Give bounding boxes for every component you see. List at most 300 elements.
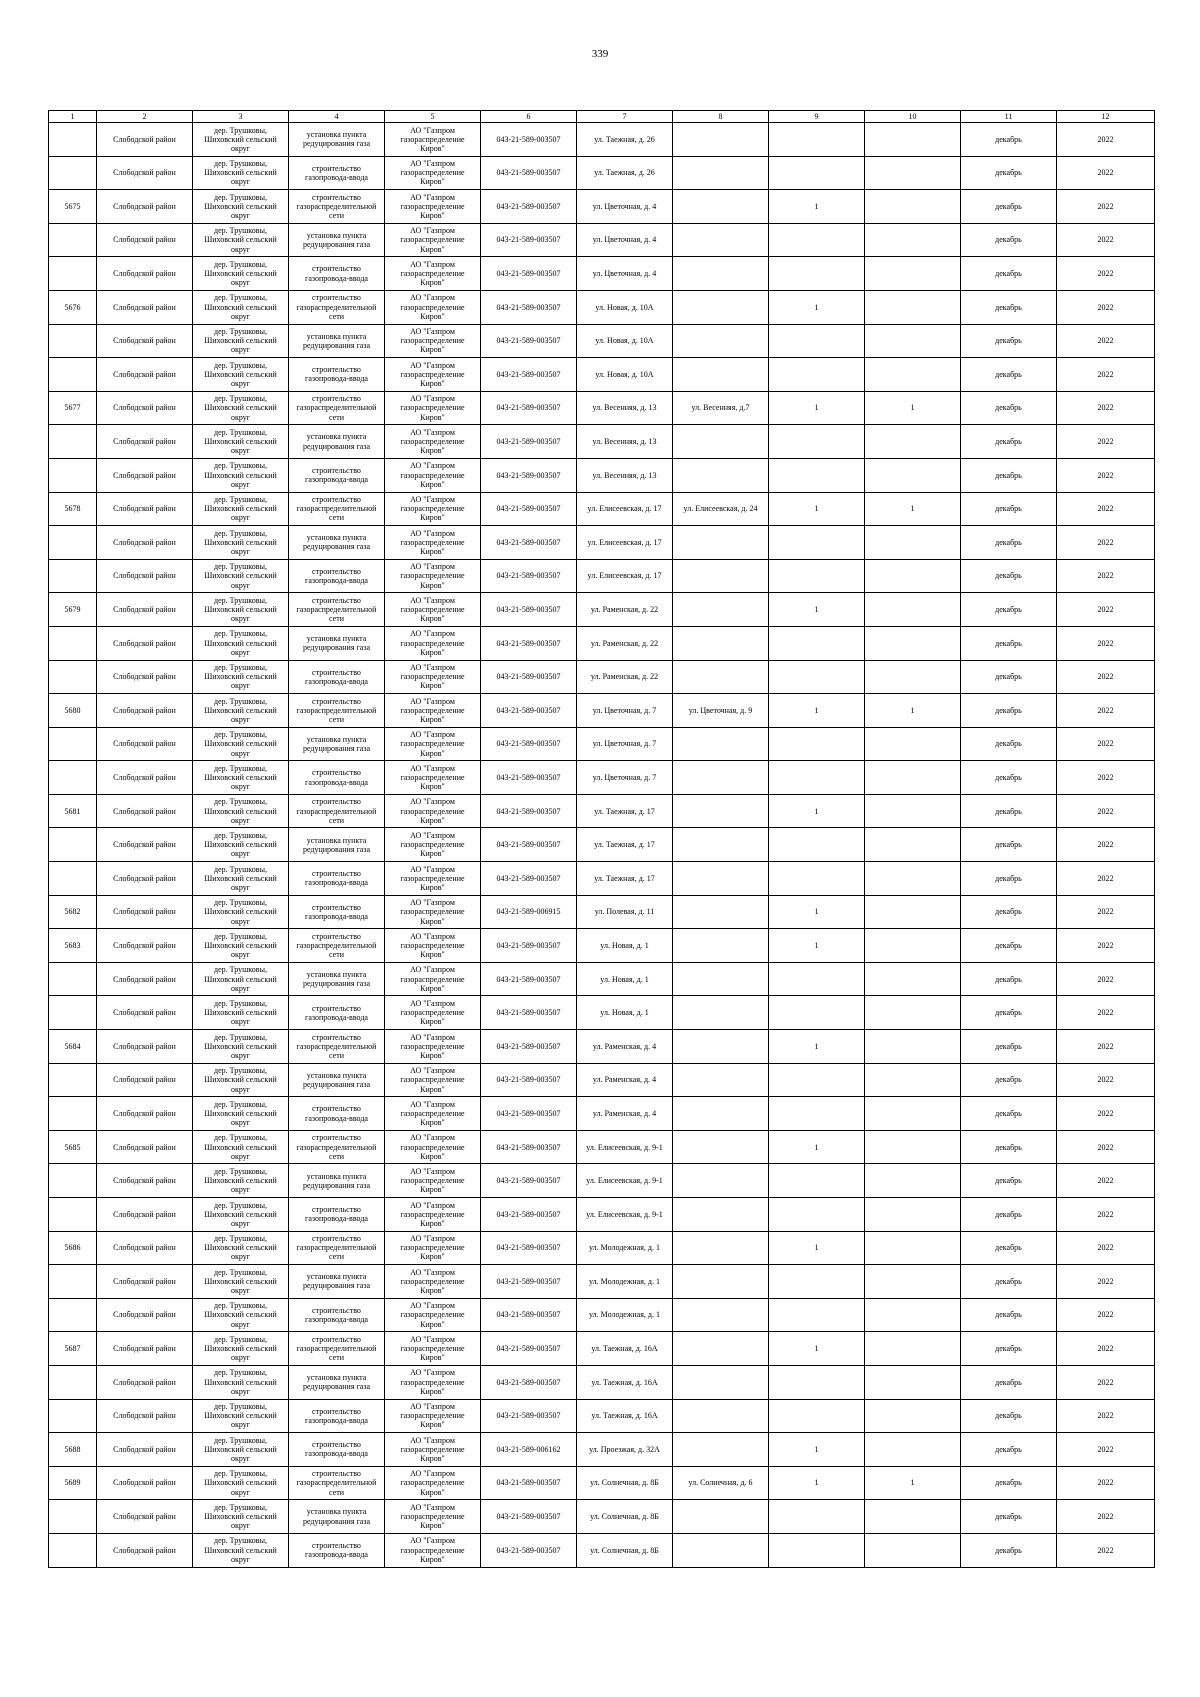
address-cell: ул. Новая, д. 10А	[577, 358, 673, 392]
month-cell: декабрь	[961, 727, 1057, 761]
column-9-cell	[769, 1500, 865, 1534]
column-10-cell	[865, 593, 961, 627]
address-cell: ул. Таежная, д. 17	[577, 862, 673, 896]
address-cell: ул. Раменская, д. 22	[577, 593, 673, 627]
organization-cell: АО "Газпром газораспределение Киров"	[385, 1433, 481, 1467]
address-cell: ул. Цветочная, д. 7	[577, 727, 673, 761]
registry-code-cell: 043-21-589-003507	[481, 1030, 577, 1064]
address-cell: ул. Цветочная, д. 7	[577, 761, 673, 795]
column-10-cell: 1	[865, 1466, 961, 1500]
organization-cell: АО "Газпром газораспределение Киров"	[385, 660, 481, 694]
address-cell: ул. Проезжая, д. 32А	[577, 1433, 673, 1467]
month-cell: декабрь	[961, 1030, 1057, 1064]
work-type-cell: строительство газопровода-ввода	[289, 156, 385, 190]
table-row	[49, 1130, 1155, 1164]
row-number-cell	[49, 123, 97, 157]
year-cell: 2022	[1057, 1097, 1155, 1131]
settlement-cell: дер. Трушковы, Шиховский сельский округ	[193, 1298, 289, 1332]
month-cell: декабрь	[961, 862, 1057, 896]
settlement-cell: дер. Трушковы, Шиховский сельский округ	[193, 660, 289, 694]
table-row	[49, 862, 1155, 896]
row-number-cell	[49, 425, 97, 459]
month-cell: декабрь	[961, 156, 1057, 190]
additional-address-cell	[673, 1265, 769, 1299]
address-cell: ул. Цветочная, д. 4	[577, 190, 673, 224]
organization-cell: АО "Газпром газораспределение Киров"	[385, 694, 481, 728]
settlement-cell: дер. Трушковы, Шиховский сельский округ	[193, 458, 289, 492]
registry-code-cell: 043-21-589-006915	[481, 895, 577, 929]
column-10-cell	[865, 1399, 961, 1433]
year-cell: 2022	[1057, 156, 1155, 190]
organization-cell: АО "Газпром газораспределение Киров"	[385, 1399, 481, 1433]
settlement-cell: дер. Трушковы, Шиховский сельский округ	[193, 190, 289, 224]
column-10-cell	[865, 1533, 961, 1567]
organization-cell: АО "Газпром газораспределение Киров"	[385, 559, 481, 593]
column-10-cell	[865, 660, 961, 694]
table-row	[49, 1063, 1155, 1097]
organization-cell: АО "Газпром газораспределение Киров"	[385, 862, 481, 896]
row-number-cell: 5677	[49, 391, 97, 425]
organization-cell: АО "Газпром газораспределение Киров"	[385, 1231, 481, 1265]
organization-cell: АО "Газпром газораспределение Киров"	[385, 1097, 481, 1131]
column-10-cell	[865, 1500, 961, 1534]
work-type-cell: строительство газораспределительной сети	[289, 1332, 385, 1366]
registry-code-cell: 043-21-589-003507	[481, 626, 577, 660]
row-number-cell	[49, 458, 97, 492]
column-10-cell	[865, 727, 961, 761]
column-9-cell: 1	[769, 1030, 865, 1064]
settlement-cell: дер. Трушковы, Шиховский сельский округ	[193, 895, 289, 929]
column-9-cell: 1	[769, 694, 865, 728]
year-cell: 2022	[1057, 257, 1155, 291]
settlement-cell: дер. Трушковы, Шиховский сельский округ	[193, 1231, 289, 1265]
table-row	[49, 1265, 1155, 1299]
organization-cell: АО "Газпром газораспределение Киров"	[385, 794, 481, 828]
settlement-cell: дер. Трушковы, Шиховский сельский округ	[193, 391, 289, 425]
row-number-cell: 5689	[49, 1466, 97, 1500]
column-9-cell: 1	[769, 1433, 865, 1467]
work-type-cell: установка пункта редуцирования газа	[289, 962, 385, 996]
table-row	[49, 1198, 1155, 1232]
table-row	[49, 1433, 1155, 1467]
district-cell: Слободской район	[97, 290, 193, 324]
column-9-cell	[769, 559, 865, 593]
work-type-cell: установка пункта редуцирования газа	[289, 123, 385, 157]
district-cell: Слободской район	[97, 929, 193, 963]
column-10-cell	[865, 794, 961, 828]
registry-code-cell: 043-21-589-003507	[481, 290, 577, 324]
row-number-cell: 5685	[49, 1130, 97, 1164]
address-cell: ул. Раменская, д. 22	[577, 660, 673, 694]
column-header: 2	[97, 111, 193, 123]
additional-address-cell	[673, 727, 769, 761]
year-cell: 2022	[1057, 324, 1155, 358]
organization-cell: АО "Газпром газораспределение Киров"	[385, 895, 481, 929]
column-10-cell	[865, 526, 961, 560]
month-cell: декабрь	[961, 559, 1057, 593]
year-cell: 2022	[1057, 1130, 1155, 1164]
address-cell: ул. Весенняя, д. 13	[577, 458, 673, 492]
work-type-cell: строительство газопровода-ввода	[289, 458, 385, 492]
district-cell: Слободской район	[97, 895, 193, 929]
column-9-cell: 1	[769, 1231, 865, 1265]
additional-address-cell	[673, 929, 769, 963]
address-cell: ул. Таежная, д. 16А	[577, 1365, 673, 1399]
address-cell: ул. Солнечная, д. 8Б	[577, 1533, 673, 1567]
work-type-cell: установка пункта редуцирования газа	[289, 727, 385, 761]
district-cell: Слободской район	[97, 526, 193, 560]
year-cell: 2022	[1057, 727, 1155, 761]
settlement-cell: дер. Трушковы, Шиховский сельский округ	[193, 1063, 289, 1097]
column-10-cell	[865, 290, 961, 324]
additional-address-cell	[673, 257, 769, 291]
registry-code-cell: 043-21-589-003507	[481, 190, 577, 224]
work-type-cell: установка пункта редуцирования газа	[289, 828, 385, 862]
settlement-cell: дер. Трушковы, Шиховский сельский округ	[193, 223, 289, 257]
settlement-cell: дер. Трушковы, Шиховский сельский округ	[193, 996, 289, 1030]
month-cell: декабрь	[961, 526, 1057, 560]
settlement-cell: дер. Трушковы, Шиховский сельский округ	[193, 1198, 289, 1232]
registry-code-cell: 043-21-589-003507	[481, 1231, 577, 1265]
work-type-cell: строительство газораспределительной сети	[289, 1030, 385, 1064]
registry-code-cell: 043-21-589-003507	[481, 962, 577, 996]
district-cell: Слободской район	[97, 1097, 193, 1131]
table-row	[49, 626, 1155, 660]
settlement-cell: дер. Трушковы, Шиховский сельский округ	[193, 962, 289, 996]
year-cell: 2022	[1057, 1332, 1155, 1366]
column-10-cell	[865, 626, 961, 660]
column-10-cell: 1	[865, 694, 961, 728]
row-number-cell	[49, 1097, 97, 1131]
month-cell: декабрь	[961, 996, 1057, 1030]
table-row	[49, 593, 1155, 627]
column-header: 12	[1057, 111, 1155, 123]
address-cell: ул. Елисеевская, д. 17	[577, 526, 673, 560]
month-cell: декабрь	[961, 794, 1057, 828]
additional-address-cell: ул. Елисеевская, д. 24	[673, 492, 769, 526]
table-row	[49, 1298, 1155, 1332]
work-type-cell: строительство газораспределительной сети	[289, 190, 385, 224]
district-cell: Слободской район	[97, 828, 193, 862]
work-type-cell: строительство газопровода-ввода	[289, 1198, 385, 1232]
column-9-cell	[769, 1198, 865, 1232]
column-9-cell	[769, 660, 865, 694]
year-cell: 2022	[1057, 1231, 1155, 1265]
column-10-cell: 1	[865, 492, 961, 526]
address-cell: ул. Таежная, д. 17	[577, 828, 673, 862]
column-10-cell	[865, 458, 961, 492]
work-type-cell: установка пункта редуцирования газа	[289, 223, 385, 257]
work-type-cell: строительство газораспределительной сети	[289, 1130, 385, 1164]
address-cell: ул. Солнечная, д. 8Б	[577, 1500, 673, 1534]
column-header: 6	[481, 111, 577, 123]
column-10-cell	[865, 190, 961, 224]
district-cell: Слободской район	[97, 391, 193, 425]
column-9-cell	[769, 626, 865, 660]
column-9-cell: 1	[769, 794, 865, 828]
settlement-cell: дер. Трушковы, Шиховский сельский округ	[193, 626, 289, 660]
settlement-cell: дер. Трушковы, Шиховский сельский округ	[193, 1097, 289, 1131]
month-cell: декабрь	[961, 391, 1057, 425]
year-cell: 2022	[1057, 358, 1155, 392]
column-9-cell: 1	[769, 1332, 865, 1366]
address-cell: ул. Новая, д. 1	[577, 929, 673, 963]
row-number-cell: 5686	[49, 1231, 97, 1265]
district-cell: Слободской район	[97, 358, 193, 392]
month-cell: декабрь	[961, 290, 1057, 324]
additional-address-cell	[673, 1433, 769, 1467]
row-number-cell	[49, 324, 97, 358]
year-cell: 2022	[1057, 660, 1155, 694]
table-row	[49, 727, 1155, 761]
district-cell: Слободской район	[97, 1332, 193, 1366]
additional-address-cell	[673, 1399, 769, 1433]
settlement-cell: дер. Трушковы, Шиховский сельский округ	[193, 1500, 289, 1534]
document-table-container	[48, 110, 1155, 1568]
settlement-cell: дер. Трушковы, Шиховский сельский округ	[193, 1533, 289, 1567]
table-row	[49, 761, 1155, 795]
table-row	[49, 1533, 1155, 1567]
row-number-cell	[49, 828, 97, 862]
registry-code-cell: 043-21-589-003507	[481, 929, 577, 963]
district-cell: Слободской район	[97, 862, 193, 896]
column-10-cell	[865, 425, 961, 459]
column-10-cell	[865, 761, 961, 795]
settlement-cell: дер. Трушковы, Шиховский сельский округ	[193, 761, 289, 795]
address-cell: ул. Весенняя, д. 13	[577, 391, 673, 425]
work-type-cell: строительство газопровода-ввода	[289, 1533, 385, 1567]
column-9-cell	[769, 761, 865, 795]
additional-address-cell	[673, 123, 769, 157]
column-10-cell	[865, 1198, 961, 1232]
year-cell: 2022	[1057, 1030, 1155, 1064]
row-number-cell	[49, 962, 97, 996]
year-cell: 2022	[1057, 895, 1155, 929]
table-row	[49, 458, 1155, 492]
column-10-cell	[865, 1130, 961, 1164]
month-cell: декабрь	[961, 1533, 1057, 1567]
organization-cell: АО "Газпром газораспределение Киров"	[385, 358, 481, 392]
row-number-cell: 5679	[49, 593, 97, 627]
table-row	[49, 1500, 1155, 1534]
district-cell: Слободской район	[97, 1466, 193, 1500]
settlement-cell: дер. Трушковы, Шиховский сельский округ	[193, 862, 289, 896]
additional-address-cell	[673, 1130, 769, 1164]
column-header: 8	[673, 111, 769, 123]
month-cell: декабрь	[961, 1130, 1057, 1164]
table-row	[49, 794, 1155, 828]
address-cell: ул. Елисеевская, д. 9-1	[577, 1198, 673, 1232]
registry-code-cell: 043-21-589-003507	[481, 492, 577, 526]
organization-cell: АО "Газпром газораспределение Киров"	[385, 492, 481, 526]
additional-address-cell	[673, 828, 769, 862]
registry-code-cell: 043-21-589-003507	[481, 1265, 577, 1299]
row-number-cell	[49, 1399, 97, 1433]
registry-code-cell: 043-21-589-003507	[481, 996, 577, 1030]
column-9-cell	[769, 828, 865, 862]
registry-code-cell: 043-21-589-003507	[481, 694, 577, 728]
month-cell: декабрь	[961, 324, 1057, 358]
column-10-cell	[865, 828, 961, 862]
registry-code-cell: 043-21-589-003507	[481, 425, 577, 459]
work-type-cell: строительство газопровода-ввода	[289, 1298, 385, 1332]
additional-address-cell	[673, 1231, 769, 1265]
document-table	[48, 110, 1155, 1568]
column-9-cell: 1	[769, 290, 865, 324]
header-row	[49, 111, 1155, 123]
row-number-cell	[49, 257, 97, 291]
column-10-cell	[865, 1097, 961, 1131]
work-type-cell: установка пункта редуцирования газа	[289, 1265, 385, 1299]
organization-cell: АО "Газпром газораспределение Киров"	[385, 1533, 481, 1567]
column-9-cell	[769, 156, 865, 190]
work-type-cell: строительство газопровода-ввода	[289, 1399, 385, 1433]
row-number-cell: 5681	[49, 794, 97, 828]
settlement-cell: дер. Трушковы, Шиховский сельский округ	[193, 257, 289, 291]
organization-cell: АО "Газпром газораспределение Киров"	[385, 324, 481, 358]
settlement-cell: дер. Трушковы, Шиховский сельский округ	[193, 526, 289, 560]
year-cell: 2022	[1057, 1198, 1155, 1232]
organization-cell: АО "Газпром газораспределение Киров"	[385, 526, 481, 560]
registry-code-cell: 043-21-589-003507	[481, 1097, 577, 1131]
year-cell: 2022	[1057, 458, 1155, 492]
month-cell: декабрь	[961, 929, 1057, 963]
year-cell: 2022	[1057, 425, 1155, 459]
year-cell: 2022	[1057, 1433, 1155, 1467]
settlement-cell: дер. Трушковы, Шиховский сельский округ	[193, 929, 289, 963]
year-cell: 2022	[1057, 929, 1155, 963]
year-cell: 2022	[1057, 123, 1155, 157]
year-cell: 2022	[1057, 761, 1155, 795]
address-cell: ул. Весенняя, д. 13	[577, 425, 673, 459]
address-cell: ул. Новая, д. 10А	[577, 290, 673, 324]
month-cell: декабрь	[961, 626, 1057, 660]
column-10-cell	[865, 895, 961, 929]
column-9-cell	[769, 223, 865, 257]
column-9-cell: 1	[769, 492, 865, 526]
row-number-cell	[49, 761, 97, 795]
registry-code-cell: 043-21-589-003507	[481, 1466, 577, 1500]
year-cell: 2022	[1057, 996, 1155, 1030]
registry-code-cell: 043-21-589-003507	[481, 257, 577, 291]
additional-address-cell	[673, 1332, 769, 1366]
work-type-cell: установка пункта редуцирования газа	[289, 626, 385, 660]
additional-address-cell	[673, 425, 769, 459]
district-cell: Слободской район	[97, 1365, 193, 1399]
month-cell: декабрь	[961, 358, 1057, 392]
month-cell: декабрь	[961, 1097, 1057, 1131]
column-9-cell	[769, 425, 865, 459]
row-number-cell: 5675	[49, 190, 97, 224]
table-row	[49, 962, 1155, 996]
registry-code-cell: 043-21-589-003507	[481, 1332, 577, 1366]
district-cell: Слободской район	[97, 559, 193, 593]
column-header: 3	[193, 111, 289, 123]
address-cell: ул. Новая, д. 10А	[577, 324, 673, 358]
row-number-cell	[49, 223, 97, 257]
month-cell: декабрь	[961, 761, 1057, 795]
month-cell: декабрь	[961, 1265, 1057, 1299]
column-10-cell	[865, 358, 961, 392]
table-body	[49, 123, 1155, 1568]
work-type-cell: строительство газопровода-ввода	[289, 358, 385, 392]
address-cell: ул. Раменская, д. 4	[577, 1063, 673, 1097]
settlement-cell: дер. Трушковы, Шиховский сельский округ	[193, 794, 289, 828]
year-cell: 2022	[1057, 492, 1155, 526]
registry-code-cell: 043-21-589-003507	[481, 828, 577, 862]
additional-address-cell	[673, 526, 769, 560]
additional-address-cell	[673, 1164, 769, 1198]
district-cell: Слободской район	[97, 425, 193, 459]
registry-code-cell: 043-21-589-006162	[481, 1433, 577, 1467]
address-cell: ул. Цветочная, д. 4	[577, 257, 673, 291]
table-row	[49, 694, 1155, 728]
month-cell: декабрь	[961, 1500, 1057, 1534]
row-number-cell	[49, 156, 97, 190]
additional-address-cell	[673, 626, 769, 660]
month-cell: декабрь	[961, 492, 1057, 526]
additional-address-cell	[673, 156, 769, 190]
settlement-cell: дер. Трушковы, Шиховский сельский округ	[193, 1164, 289, 1198]
district-cell: Слободской район	[97, 156, 193, 190]
month-cell: декабрь	[961, 1399, 1057, 1433]
year-cell: 2022	[1057, 1164, 1155, 1198]
year-cell: 2022	[1057, 1063, 1155, 1097]
settlement-cell: дер. Трушковы, Шиховский сельский округ	[193, 727, 289, 761]
row-number-cell	[49, 358, 97, 392]
month-cell: декабрь	[961, 190, 1057, 224]
row-number-cell	[49, 727, 97, 761]
month-cell: декабрь	[961, 1466, 1057, 1500]
settlement-cell: дер. Трушковы, Шиховский сельский округ	[193, 156, 289, 190]
column-9-cell	[769, 1533, 865, 1567]
month-cell: декабрь	[961, 458, 1057, 492]
column-9-cell	[769, 458, 865, 492]
district-cell: Слободской район	[97, 1533, 193, 1567]
district-cell: Слободской район	[97, 660, 193, 694]
column-10-cell	[865, 1365, 961, 1399]
row-number-cell	[49, 1533, 97, 1567]
page-number: 339	[591, 48, 609, 60]
year-cell: 2022	[1057, 559, 1155, 593]
registry-code-cell: 043-21-589-003507	[481, 593, 577, 627]
address-cell: ул. Таежная, д. 26	[577, 123, 673, 157]
work-type-cell: установка пункта редуцирования газа	[289, 324, 385, 358]
settlement-cell: дер. Трушковы, Шиховский сельский округ	[193, 559, 289, 593]
row-number-cell: 5683	[49, 929, 97, 963]
month-cell: декабрь	[961, 660, 1057, 694]
column-header: 1	[49, 111, 97, 123]
column-10-cell: 1	[865, 391, 961, 425]
year-cell: 2022	[1057, 1365, 1155, 1399]
year-cell: 2022	[1057, 794, 1155, 828]
settlement-cell: дер. Трушковы, Шиховский сельский округ	[193, 593, 289, 627]
table-row	[49, 358, 1155, 392]
additional-address-cell	[673, 1365, 769, 1399]
table-header	[49, 111, 1155, 123]
column-10-cell	[865, 559, 961, 593]
column-header: 5	[385, 111, 481, 123]
settlement-cell: дер. Трушковы, Шиховский сельский округ	[193, 290, 289, 324]
additional-address-cell	[673, 1500, 769, 1534]
column-10-cell	[865, 1030, 961, 1064]
work-type-cell: строительство газопровода-ввода	[289, 660, 385, 694]
column-9-cell: 1	[769, 593, 865, 627]
registry-code-cell: 043-21-589-003507	[481, 1365, 577, 1399]
table-row	[49, 1399, 1155, 1433]
row-number-cell	[49, 660, 97, 694]
additional-address-cell	[673, 1198, 769, 1232]
